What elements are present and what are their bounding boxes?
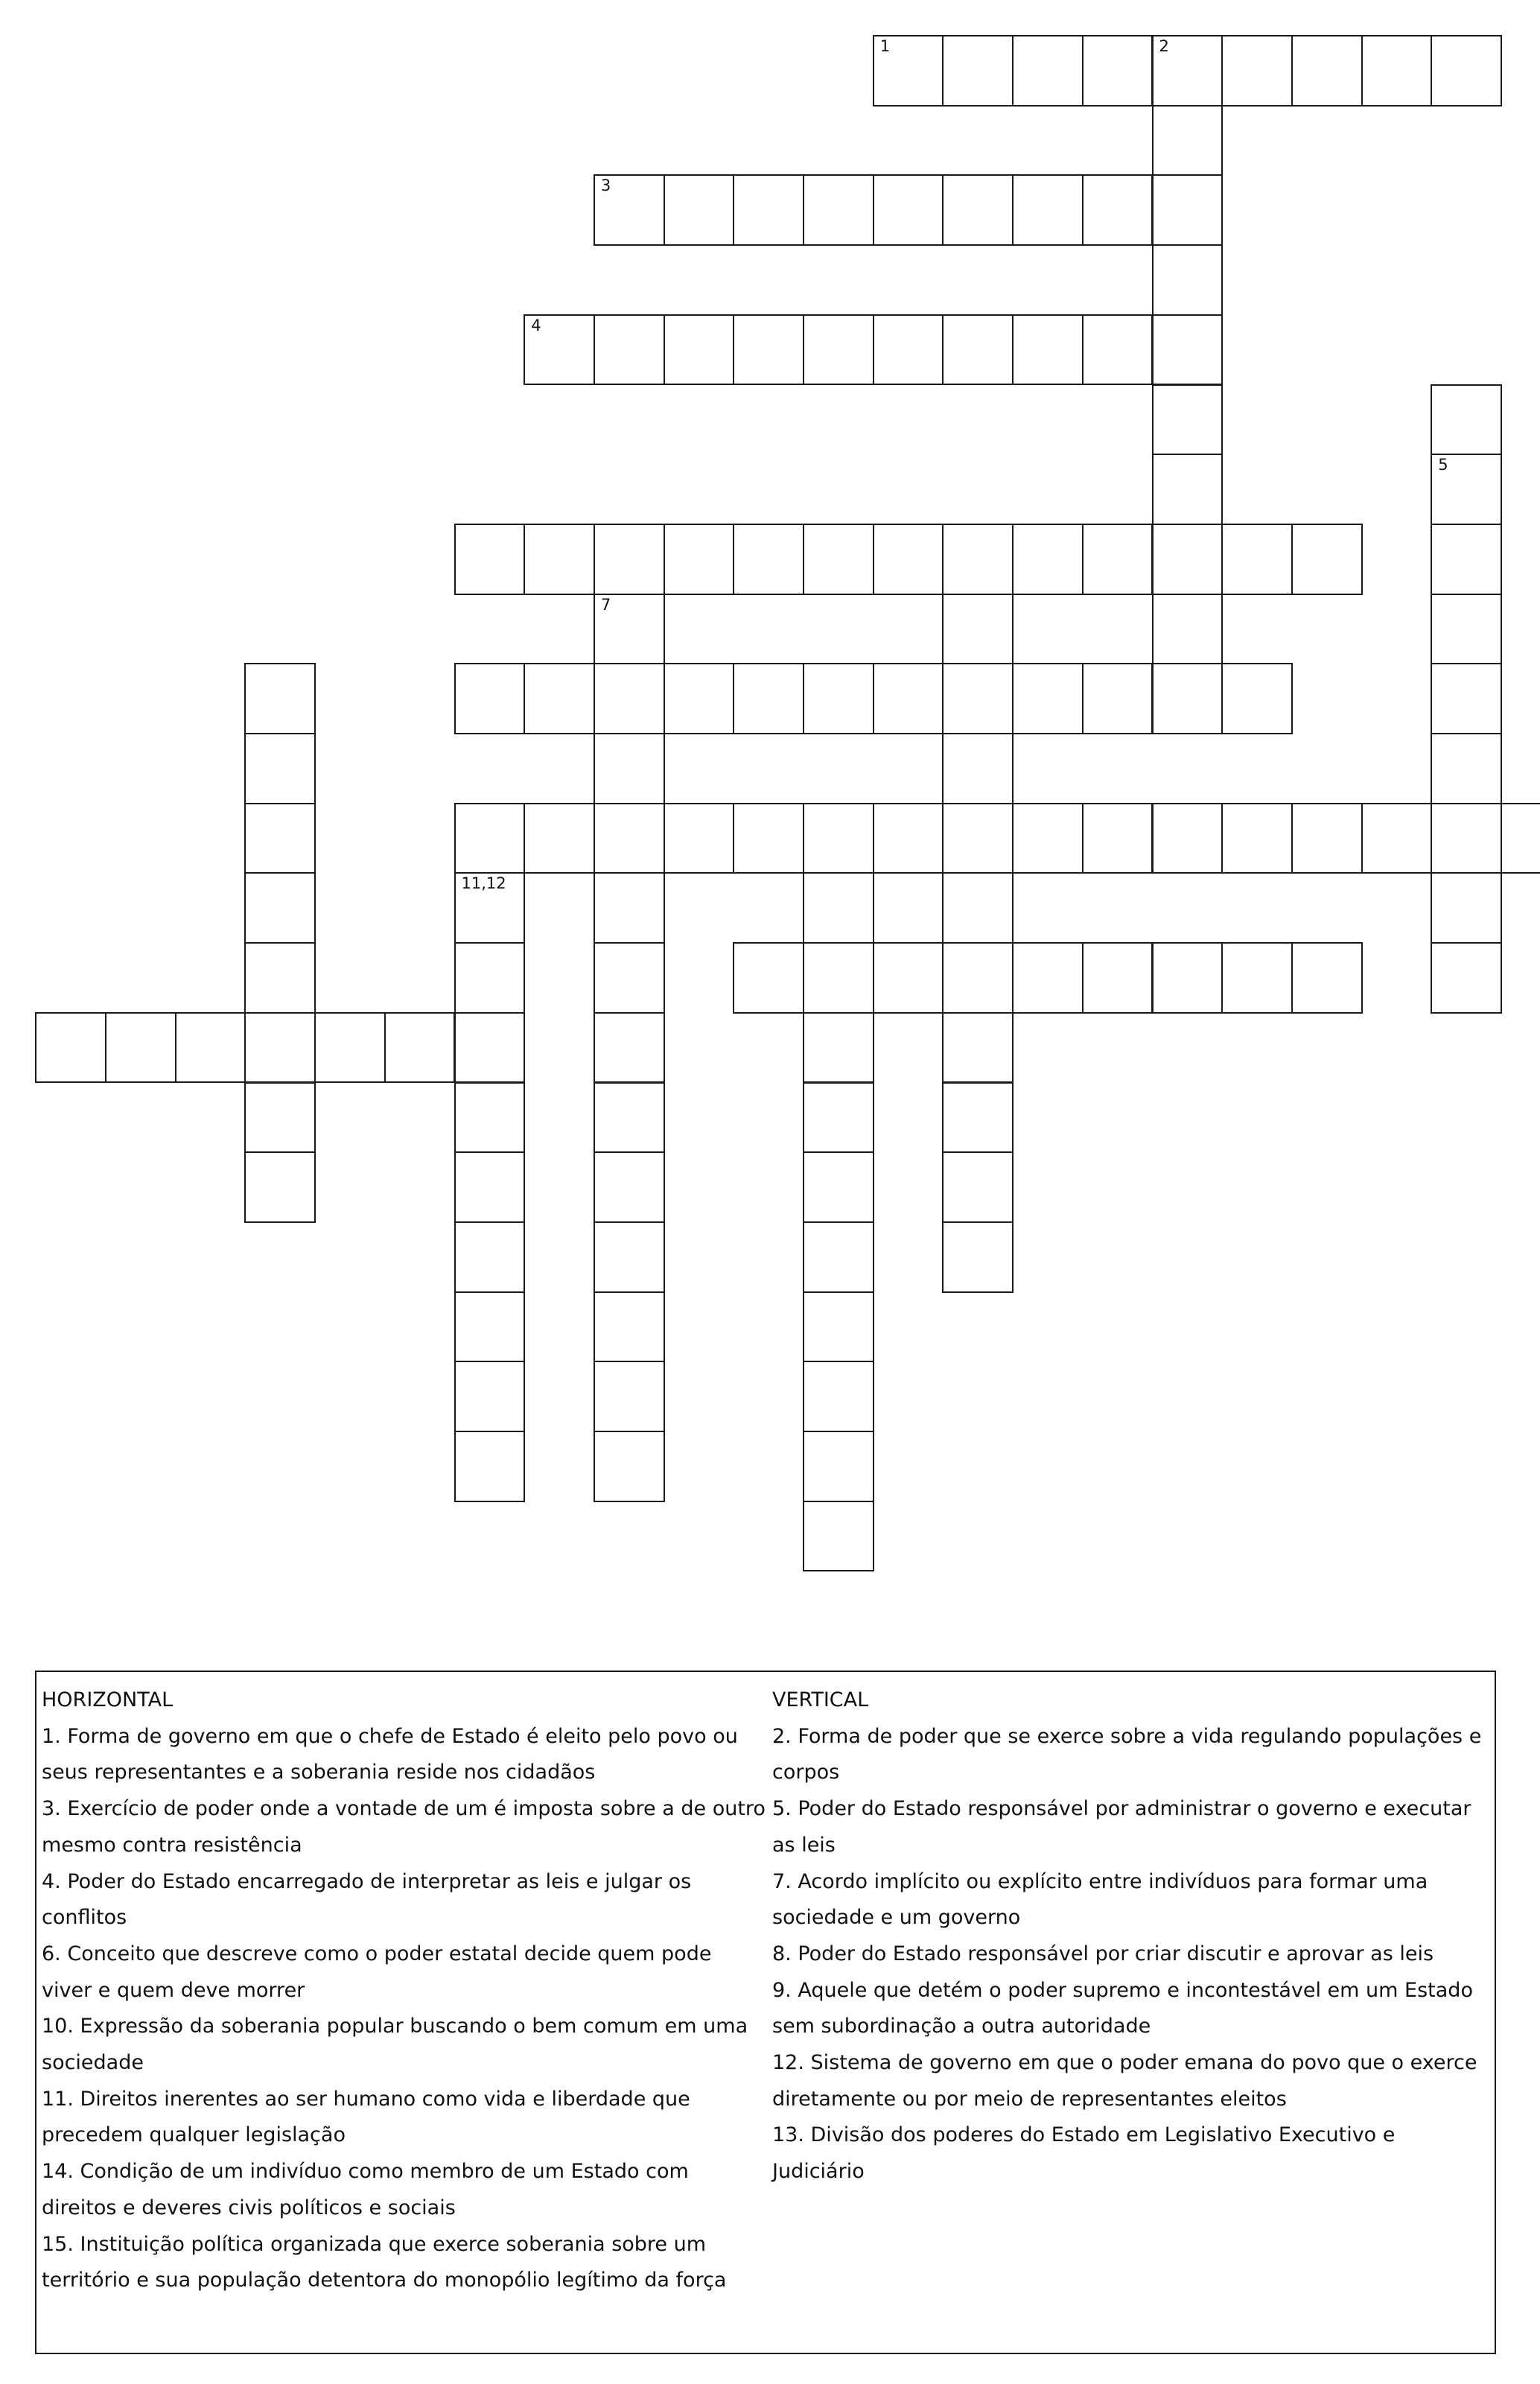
grid-cell[interactable] xyxy=(594,1082,665,1154)
grid-cell[interactable] xyxy=(942,1082,1014,1154)
grid-cell[interactable] xyxy=(1221,524,1293,595)
grid-cell[interactable] xyxy=(1431,733,1502,804)
grid-cell[interactable] xyxy=(314,1012,386,1084)
grid-cell[interactable] xyxy=(803,663,874,734)
grid-cell[interactable] xyxy=(1152,384,1224,456)
grid-cell[interactable] xyxy=(942,663,1014,734)
clue-number: 7 xyxy=(600,595,611,614)
grid-cell[interactable] xyxy=(803,1431,874,1502)
grid-cell[interactable] xyxy=(803,1151,874,1223)
grid-cell[interactable] xyxy=(1221,663,1293,734)
grid-cell[interactable] xyxy=(1152,524,1224,595)
grid-cell[interactable] xyxy=(244,1082,316,1154)
grid-cell[interactable] xyxy=(594,314,665,386)
grid-cell[interactable] xyxy=(664,663,735,734)
grid-cell[interactable] xyxy=(454,1012,526,1084)
grid-cell[interactable] xyxy=(1501,803,1540,874)
clue-v-8: 8. Poder do Estado responsável por criar discutir e aprovar as leis xyxy=(772,1942,1434,1965)
clue-v-9: 9. Aquele que detém o poder supremo e incontestável em um Estado sem subordinação a outra autoridade xyxy=(772,1978,1473,2038)
grid-cell[interactable] xyxy=(664,524,735,595)
grid-cell[interactable] xyxy=(1152,174,1224,246)
grid-cell[interactable] xyxy=(594,1291,665,1363)
grid-cell[interactable] xyxy=(1152,244,1224,316)
grid-cell[interactable] xyxy=(733,803,804,874)
grid-cell[interactable] xyxy=(244,663,316,734)
grid-cell[interactable] xyxy=(803,314,874,386)
grid-cell[interactable] xyxy=(942,872,1014,944)
clue-v-12: 12. Sistema de governo em que o poder emana do povo que o exerce diretamente ou por meio de representantes eleitos xyxy=(772,2051,1477,2111)
grid-cell[interactable] xyxy=(1431,803,1502,874)
grid-cell[interactable] xyxy=(733,524,804,595)
grid-cell[interactable] xyxy=(942,314,1014,386)
grid-cell[interactable] xyxy=(873,35,944,107)
clue-number: 5 xyxy=(1438,456,1448,474)
grid-cell[interactable] xyxy=(524,803,595,874)
grid-cell[interactable] xyxy=(942,1221,1014,1293)
grid-cell[interactable] xyxy=(524,524,595,595)
grid-cell[interactable] xyxy=(1082,35,1154,107)
grid-cell[interactable] xyxy=(454,1361,526,1432)
grid-cell[interactable] xyxy=(1431,454,1502,525)
grid-cell[interactable] xyxy=(942,1012,1014,1084)
clue-h-15: 15. Instituição política organizada que exerce soberania sobre um território e sua população detentora do monopólio legítimo da força xyxy=(42,2232,727,2292)
grid-cell[interactable] xyxy=(1082,942,1154,1014)
grid-cell[interactable] xyxy=(664,803,735,874)
grid-cell[interactable] xyxy=(873,803,944,874)
grid-cell[interactable] xyxy=(594,663,665,734)
grid-cell[interactable] xyxy=(594,942,665,1014)
clue-h-6: 6. Conceito que descreve como o poder estatal decide quem pode viver e quem deve morrer xyxy=(42,1942,712,2002)
grid-cell[interactable] xyxy=(1431,384,1502,456)
vertical-clues xyxy=(772,1682,1491,2190)
grid-cell[interactable] xyxy=(1152,35,1224,107)
grid-cell[interactable] xyxy=(873,174,944,246)
clue-v-5: 5. Poder do Estado responsável por administrar o governo e executar as leis xyxy=(772,1797,1471,1857)
grid-cell[interactable] xyxy=(1221,942,1293,1014)
grid-cell[interactable] xyxy=(873,314,944,386)
grid-cell[interactable] xyxy=(1152,942,1224,1014)
grid-cell[interactable] xyxy=(942,803,1014,874)
grid-cell[interactable] xyxy=(942,174,1014,246)
clue-number: 4 xyxy=(531,316,541,334)
grid-cell[interactable] xyxy=(1221,803,1293,874)
grid-cell[interactable] xyxy=(803,942,874,1014)
grid-cell[interactable] xyxy=(175,1012,246,1084)
grid-cell[interactable] xyxy=(1012,314,1084,386)
grid-cell[interactable] xyxy=(1361,35,1433,107)
grid-cell[interactable] xyxy=(733,174,804,246)
horizontal-clues xyxy=(42,1682,768,2299)
grid-cell[interactable] xyxy=(1152,803,1224,874)
grid-cell[interactable] xyxy=(594,1151,665,1223)
grid-cell[interactable] xyxy=(1012,524,1084,595)
grid-cell[interactable] xyxy=(594,872,665,944)
grid-cell[interactable] xyxy=(35,1012,106,1084)
grid-cell[interactable] xyxy=(733,314,804,386)
grid-cell[interactable] xyxy=(803,1221,874,1293)
grid-cell[interactable] xyxy=(244,872,316,944)
grid-cell[interactable] xyxy=(594,1361,665,1432)
grid-cell[interactable] xyxy=(1291,35,1363,107)
grid-cell[interactable] xyxy=(803,1012,874,1084)
grid-cell[interactable] xyxy=(524,663,595,734)
grid-cell[interactable] xyxy=(524,314,595,386)
grid-cell[interactable] xyxy=(873,663,944,734)
grid-cell[interactable] xyxy=(594,1012,665,1084)
grid-cell[interactable] xyxy=(1082,663,1154,734)
grid-cell[interactable] xyxy=(803,1291,874,1363)
grid-cell[interactable] xyxy=(244,1012,316,1084)
grid-cell[interactable] xyxy=(1221,35,1293,107)
clue-h-1: 1. Forma de governo em que o chefe de Estado é eleito pelo povo ou seus representantes e a soberania reside nos cidadãos xyxy=(42,1724,738,1784)
horizontal-heading: HORIZONTAL xyxy=(42,1688,174,1711)
grid-cell[interactable] xyxy=(942,524,1014,595)
grid-cell[interactable] xyxy=(454,1082,526,1154)
grid-cell[interactable] xyxy=(594,1431,665,1502)
clue-number: 2 xyxy=(1159,37,1169,55)
grid-cell[interactable] xyxy=(803,1361,874,1432)
clue-v-2: 2. Forma de poder que se exerce sobre a vida regulando populações e corpos xyxy=(772,1724,1482,1784)
grid-cell[interactable] xyxy=(873,524,944,595)
grid-cell[interactable] xyxy=(1431,594,1502,665)
grid-cell[interactable] xyxy=(454,1291,526,1363)
grid-cell[interactable] xyxy=(1431,663,1502,734)
grid-cell[interactable] xyxy=(384,1012,456,1084)
grid-cell[interactable] xyxy=(1012,174,1084,246)
grid-cell[interactable] xyxy=(942,594,1014,665)
grid-cell[interactable] xyxy=(942,942,1014,1014)
grid-cell[interactable] xyxy=(1152,663,1224,734)
clue-h-10: 10. Expressão da soberania popular buscando o bem comum em uma sociedade xyxy=(42,2015,748,2075)
clue-v-7: 7. Acordo implícito ou explícito entre indivíduos para formar uma sociedade e um governo xyxy=(772,1869,1428,1930)
grid-cell[interactable] xyxy=(1082,524,1154,595)
grid-cell[interactable] xyxy=(873,942,944,1014)
grid-cell[interactable] xyxy=(664,314,735,386)
grid-cell[interactable] xyxy=(1431,872,1502,944)
grid-cell[interactable] xyxy=(1152,105,1224,177)
grid-cell[interactable] xyxy=(454,872,526,944)
grid-cell[interactable] xyxy=(1012,663,1084,734)
grid-cell[interactable] xyxy=(942,35,1014,107)
grid-cell[interactable] xyxy=(454,1221,526,1293)
grid-cell[interactable] xyxy=(454,524,526,595)
vertical-heading: VERTICAL xyxy=(772,1688,869,1711)
grid-cell[interactable] xyxy=(942,1151,1014,1223)
grid-cell[interactable] xyxy=(105,1012,176,1084)
grid-cell[interactable] xyxy=(1082,803,1154,874)
grid-cell[interactable] xyxy=(803,174,874,246)
clue-number: 1 xyxy=(879,37,891,55)
grid-cell[interactable] xyxy=(454,1431,526,1502)
grid-cell[interactable] xyxy=(803,524,874,595)
grid-cell[interactable] xyxy=(1082,314,1154,386)
grid-cell[interactable] xyxy=(1152,454,1224,525)
clue-number: 3 xyxy=(600,177,611,195)
grid-cell[interactable] xyxy=(803,803,874,874)
grid-cell[interactable] xyxy=(803,872,874,944)
grid-cell[interactable] xyxy=(594,594,665,665)
grid-cell[interactable] xyxy=(1152,314,1224,386)
grid-cell[interactable] xyxy=(733,942,804,1014)
grid-cell[interactable] xyxy=(454,942,526,1014)
grid-cell[interactable] xyxy=(1291,803,1363,874)
grid-cell[interactable] xyxy=(594,803,665,874)
grid-cell[interactable] xyxy=(594,524,665,595)
grid-cell[interactable] xyxy=(1361,803,1433,874)
grid-cell[interactable] xyxy=(1431,35,1502,107)
clue-number: 11,12 xyxy=(461,874,506,893)
grid-cell[interactable] xyxy=(803,1082,874,1154)
grid-cell[interactable] xyxy=(733,663,804,734)
grid-cell[interactable] xyxy=(244,1151,316,1223)
grid-cell[interactable] xyxy=(1291,524,1363,595)
grid-cell[interactable] xyxy=(1012,942,1084,1014)
grid-cell[interactable] xyxy=(1012,803,1084,874)
clue-h-11: 11. Direitos inerentes ao ser humano como vida e liberdade que precedem qualquer legislação xyxy=(42,2087,690,2147)
clue-v-13: 13. Divisão dos poderes do Estado em Legislativo Executivo e Judiciário xyxy=(772,2123,1396,2184)
grid-cell[interactable] xyxy=(594,1221,665,1293)
clue-h-4: 4. Poder do Estado encarregado de interpretar as leis e julgar os conflitos xyxy=(42,1869,692,1930)
grid-cell[interactable] xyxy=(1152,594,1224,665)
clue-h-3: 3. Exercício de poder onde a vontade de um é imposta sobre a de outro mesmo contra resistência xyxy=(42,1797,766,1857)
grid-cell[interactable] xyxy=(244,803,316,874)
grid-cell[interactable] xyxy=(594,174,665,246)
grid-cell[interactable] xyxy=(803,1501,874,1572)
grid-cell[interactable] xyxy=(942,733,1014,804)
grid-cell[interactable] xyxy=(664,174,735,246)
grid-cell[interactable] xyxy=(1431,942,1502,1014)
grid-cell[interactable] xyxy=(244,733,316,804)
grid-cell[interactable] xyxy=(454,803,526,874)
grid-cell[interactable] xyxy=(454,663,526,734)
grid-cell[interactable] xyxy=(1431,524,1502,595)
grid-cell[interactable] xyxy=(594,733,665,804)
clues-panel xyxy=(35,1671,1496,2354)
grid-cell[interactable] xyxy=(454,1151,526,1223)
grid-cell[interactable] xyxy=(1291,942,1363,1014)
grid-cell[interactable] xyxy=(244,942,316,1014)
grid-cell[interactable] xyxy=(1012,35,1084,107)
grid-cell[interactable] xyxy=(1082,174,1154,246)
clue-h-14: 14. Condição de um indivíduo como membro de um Estado com direitos e deveres civis políticos e sociais xyxy=(42,2160,689,2219)
